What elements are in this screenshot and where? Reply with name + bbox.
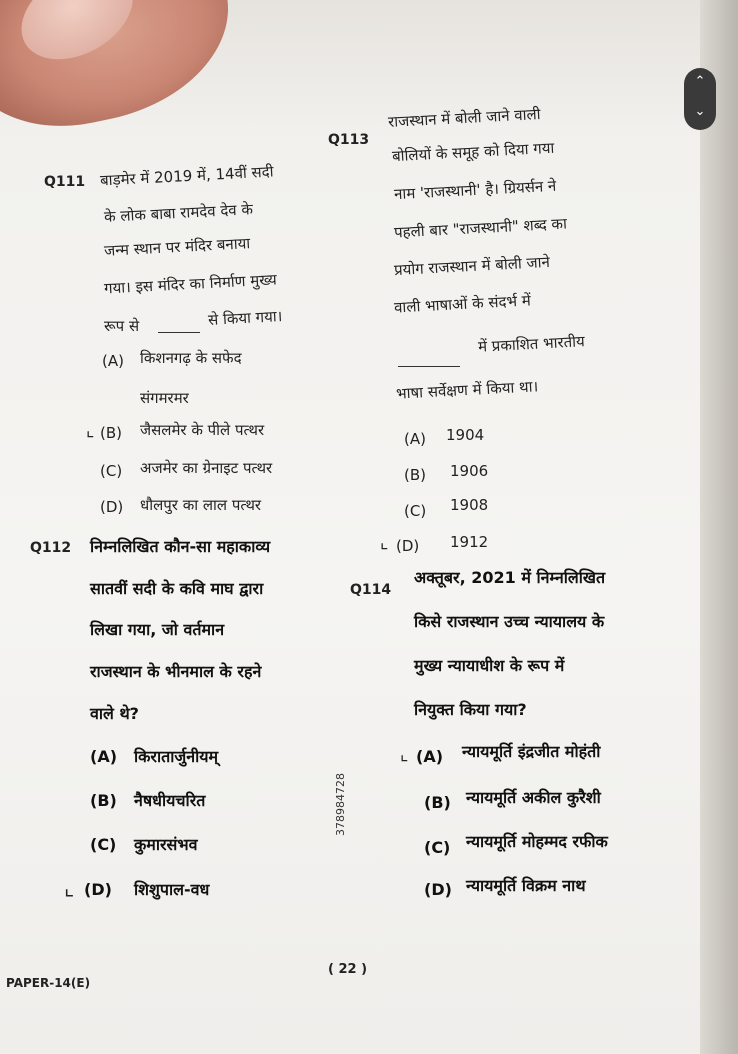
q113-opt-b-label: (B)	[404, 466, 426, 484]
q112-opt-c-label: (C)	[90, 835, 117, 854]
q112-opt-d-label: (D)	[84, 880, 112, 899]
q114-opt-a-text: न्यायमूर्ति इंद्रजीत मोहंती	[462, 742, 601, 761]
q114-line-2: किसे राजस्थान उच्च न्यायालय के	[414, 612, 605, 631]
finger-photo	[0, 0, 247, 146]
q111-line-6: से किया गया।	[207, 307, 283, 329]
q111-number: Q111	[44, 174, 86, 190]
q114-opt-d-text: न्यायमूर्ति विक्रम नाथ	[466, 876, 586, 895]
q111-line-1: बाड़मेर में 2019 में, 14वीं सदी	[99, 162, 274, 190]
q113-opt-a-label: (A)	[404, 430, 426, 448]
fingernail	[5, 0, 149, 78]
q113-opt-c-label: (C)	[404, 502, 427, 520]
q113-line-8: भाषा सर्वेक्षण में किया था।	[395, 377, 539, 403]
chevron-down-icon[interactable]: ⌄	[694, 104, 706, 119]
q113-opt-b-text: 1906	[450, 462, 489, 480]
q111-line-3: जन्म स्थान पर मंदिर बनाया	[103, 234, 251, 260]
q113-line-2: बोलियों के समूह को दिया गया	[391, 138, 555, 166]
q114-opt-c-label: (C)	[424, 838, 451, 857]
q111-opt-c-label: (C)	[100, 462, 123, 480]
q112-line-1: निम्नलिखित कौन-सा महाकाव्य	[90, 537, 271, 556]
q114-line-4: नियुक्त किया गया?	[414, 700, 527, 719]
tick-mark-icon: ⌞	[86, 420, 95, 441]
q111-line-4: गया। इस मंदिर का निर्माण मुख्य	[103, 270, 278, 298]
tick-mark-icon: ⌞	[64, 876, 75, 901]
q112-line-3: लिखा गया, जो वर्तमान	[90, 620, 225, 639]
q113-number: Q113	[328, 132, 370, 148]
q112-opt-b-text: नैषधीयचरित	[134, 791, 206, 810]
q114-line-3: मुख्य न्यायाधीश के रूप में	[414, 656, 565, 675]
q112-number: Q112	[30, 540, 72, 556]
q111-opt-a-label: (A)	[102, 352, 124, 370]
q114-opt-b-text: न्यायमूर्ति अकील कुरैशी	[466, 788, 601, 807]
q113-line-3: नाम 'राजस्थानी' है। ग्रियर्सन ने	[393, 176, 557, 204]
q113-line-5: प्रयोग राजस्थान में बोली जाने	[393, 252, 551, 280]
q112-opt-a-label: (A)	[90, 747, 118, 766]
q111-opt-b-label: (B)	[100, 424, 122, 442]
q113-blank	[398, 366, 460, 367]
tick-mark-icon: ⌞	[380, 532, 389, 553]
q114-opt-c-text: न्यायमूर्ति मोहम्मद रफीक	[466, 832, 608, 851]
serial-number: 378984728	[334, 773, 347, 836]
q111-opt-d-label: (D)	[100, 498, 124, 516]
q113-opt-d-label: (D)	[396, 537, 420, 555]
q111-line-5: रूप से	[104, 317, 140, 335]
q113-line-4: पहली बार "राजस्थानी" शब्द का	[393, 214, 568, 242]
q114-number: Q114	[350, 582, 392, 598]
q114-opt-b-label: (B)	[424, 793, 451, 812]
q113-line-7: में प्रकाशित भारतीय	[477, 332, 586, 356]
q114-opt-d-label: (D)	[424, 880, 452, 899]
q114-line-1: अक्तूबर, 2021 में निम्नलिखित	[414, 568, 606, 587]
q111-opt-d-text: धौलपुर का लाल पत्थर	[140, 496, 262, 514]
q112-opt-c-text: कुमारसंभव	[134, 835, 198, 854]
q112-line-5: वाले थे?	[90, 704, 139, 723]
scroll-control[interactable]	[684, 68, 716, 130]
q111-opt-c-text: अजमेर का ग्रेनाइट पत्थर	[140, 459, 273, 477]
q111-opt-b-text: जैसलमेर के पीले पत्थर	[140, 421, 265, 439]
q114-opt-a-label: (A)	[416, 747, 444, 766]
q111-opt-a-text-cont: संगमरमर	[140, 389, 189, 407]
q111-blank	[158, 332, 200, 333]
page-number: ( 22 )	[328, 962, 368, 977]
q112-opt-d-text: शिशुपाल-वध	[134, 880, 210, 899]
chevron-up-icon[interactable]: ⌃	[694, 74, 706, 89]
page-edge-shadow	[700, 0, 738, 1054]
q113-line-1: राजस्थान में बोली जाने वाली	[387, 105, 542, 131]
q112-line-4: राजस्थान के भीनमाल के रहने	[90, 662, 262, 681]
q113-line-6: वाली भाषाओं के संदर्भ में	[393, 291, 532, 317]
q113-opt-a-text: 1904	[446, 426, 485, 444]
q112-line-2: सातवीं सदी के कवि माघ द्वारा	[90, 579, 264, 598]
q112-opt-a-text: किरातार्जुनीयम्	[134, 747, 219, 766]
tick-mark-icon: ⌞	[400, 744, 409, 765]
q113-opt-d-text: 1912	[450, 533, 489, 551]
q113-opt-c-text: 1908	[450, 496, 489, 514]
q111-line-2: के लोक बाबा रामदेव देव के	[103, 200, 254, 226]
q112-opt-b-label: (B)	[90, 791, 117, 810]
paper-code: PAPER-14(E)	[6, 976, 91, 990]
q111-opt-a-text: किशनगढ़ के सफेद	[140, 349, 242, 367]
